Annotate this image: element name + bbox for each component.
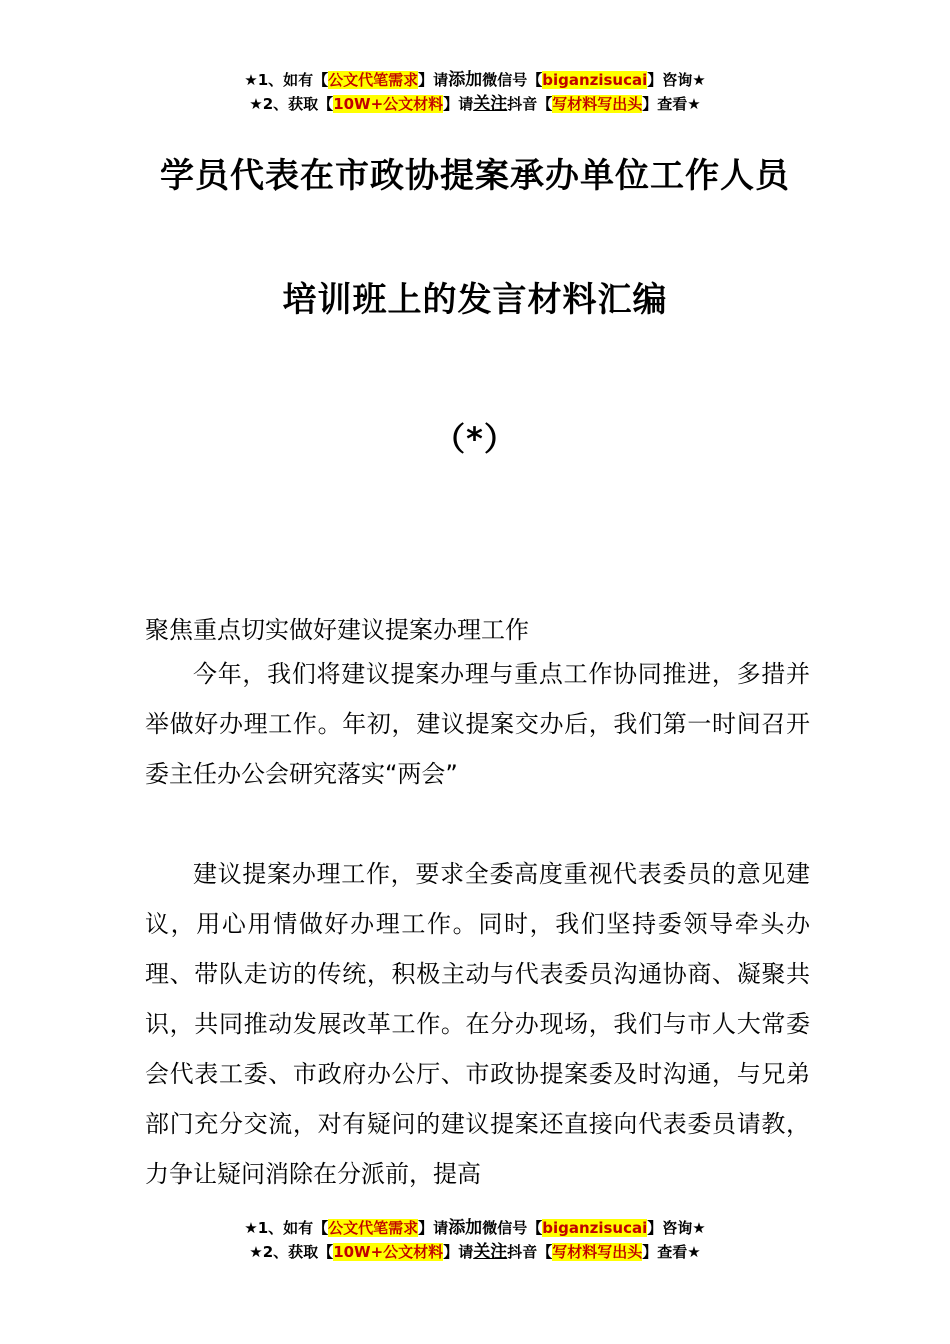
banner-highlight: biganzisucai — [542, 71, 648, 89]
banner-text: ★1、如有【 — [244, 1219, 329, 1237]
banner-text: 】查看★ — [642, 1243, 701, 1261]
banner-text: 】咨询★ — [647, 71, 706, 89]
document-title-number: （*） — [433, 420, 517, 458]
section-heading-text: 聚焦重点切实做好建议提案办理工作 — [145, 616, 529, 644]
banner-text: 】请 — [443, 1243, 474, 1261]
banner-emphasis: 关注 — [473, 94, 508, 114]
section-heading — [145, 605, 810, 655]
banner-emphasis: 关注 — [473, 1242, 508, 1262]
document-title-line-1: 学员代表在市政协提案承办单位工作人员 — [160, 156, 790, 196]
banner-text: ★1、如有【 — [244, 71, 329, 89]
paragraph-2 — [145, 849, 810, 1199]
banner-highlight: 10W+公文材料 — [333, 1243, 444, 1261]
paragraph-1 — [145, 649, 810, 799]
banner-text: 】咨询★ — [647, 1219, 706, 1237]
bottom-banner — [0, 1216, 950, 1264]
banner-emphasis: 添加 — [448, 1218, 483, 1238]
top-banner — [0, 68, 950, 116]
banner-text: 抖音【 — [507, 1243, 553, 1261]
banner-highlight: 公文代笔需求 — [328, 1219, 419, 1237]
paragraph-1-text: 今年，我们将建议提案办理与重点工作协同推进，多措并举做好办理工作。年初，建议提案交办后，我们第一时间召开委主任办公会研究落实“两会” — [145, 660, 810, 788]
banner-text: 抖音【 — [507, 95, 553, 113]
banner-line-1 — [0, 68, 950, 92]
document-title-line-2: 培训班上的发言材料汇编 — [282, 280, 668, 320]
banner-emphasis: 添加 — [448, 70, 483, 90]
banner-highlight: 10W+公文材料 — [333, 95, 444, 113]
banner-text: 】查看★ — [642, 95, 701, 113]
banner-line-2 — [0, 1240, 950, 1264]
banner-highlight: biganzisucai — [542, 1219, 648, 1237]
banner-highlight: 公文代笔需求 — [328, 71, 419, 89]
banner-line-1 — [0, 1216, 950, 1240]
banner-text: 】请 — [418, 1219, 449, 1237]
banner-text: 】请 — [443, 95, 474, 113]
banner-text: ★2、获取【 — [249, 95, 334, 113]
banner-line-2 — [0, 92, 950, 116]
banner-highlight: 写材料写出头 — [552, 1243, 643, 1261]
paragraph-2-text: 建议提案办理工作，要求全委高度重视代表委员的意见建议，用心用情做好办理工作。同时，我们坚持委领导牵头办理、带队走访的传统，积极主动与代表委员沟通协商、凝聚共识，共同推动发展改革工作。在分办现场，我们与市人大常委会代表工委、市政府办公厅、市政协提案委及时沟通，与兄弟部门充分交流，对有疑问的建议提案还直接向代表委员请教，力争让疑问消除在分派前，提高 — [145, 860, 810, 1188]
banner-text: ★2、获取【 — [249, 1243, 334, 1261]
banner-text: 微信号【 — [482, 71, 543, 89]
banner-text: 】请 — [418, 71, 449, 89]
banner-highlight: 写材料写出头 — [552, 95, 643, 113]
banner-text: 微信号【 — [482, 1219, 543, 1237]
